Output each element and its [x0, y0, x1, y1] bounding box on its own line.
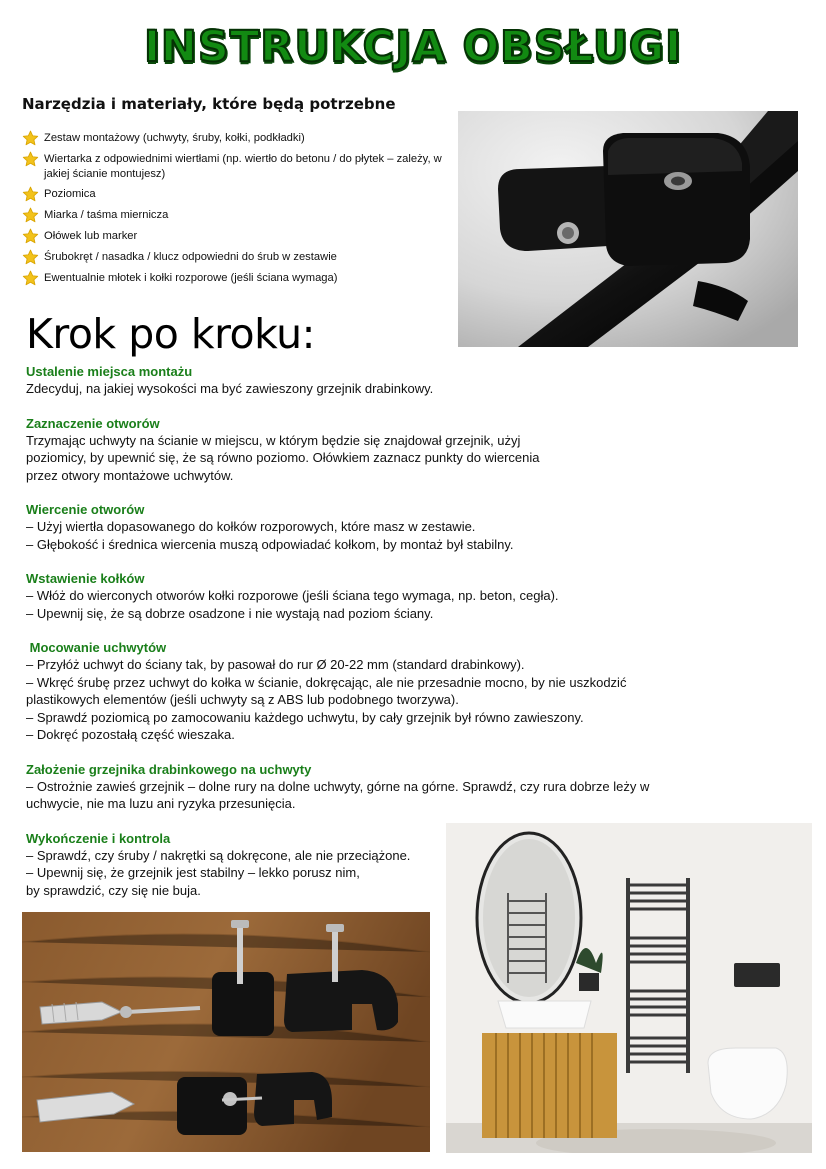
tool-text: Ewentualnie młotek i kołki rozporowe (jeśli ściana wymaga) — [44, 272, 338, 284]
step-body: – Przyłóż uchwyt do ściany tak, by pasował do rur Ø 20-22 mm (standard drabinkowy). – Wkręć śrubę przez uchwyt do kołka w ścianie, dokręcając, ale nie przesadnie mocno, by nie uszkodzić plastikowych elementów (jeśli uchwyty są z ABS lub podobnego tworzywa). – Sprawdź poziomicą po zamocowaniu każdego uchwytu, by cały grzejnik był równo zawieszony. – Dokręć pozostałą część wieszaka. — [26, 657, 627, 742]
step-body: – Użyj wiertła dopasowanego do kołków rozporowych, które masz w zestawie. – Głębokość i średnica wiercenia muszą odpowiadać kołkom, by montaż był stabilny. — [26, 519, 514, 552]
step — [26, 502, 716, 553]
step-body: Zdecyduj, na jakiej wysokości ma być zawieszony grzejnik drabinkowy. — [26, 381, 434, 396]
mounting-kit-photo — [22, 912, 430, 1152]
tool-text: Poziomica — [44, 188, 96, 200]
step-body: Trzymając uchwyty na ścianie w miejscu, w którym będzie się znajdował grzejnik, użyj poziomicy, by upewnić się, że są równo poziomo. Ołówkiem zaznacz punkty do wiercenia przez otwory montażowe uchwytów. — [26, 432, 540, 483]
step-heading: Zaznaczenie otworów — [26, 415, 160, 431]
step-heading: Wykończenie i kontrola — [26, 830, 171, 846]
list-item — [22, 152, 442, 182]
tool-text: Miarka / taśma miernicza — [44, 209, 169, 221]
step-heading: Założenie grzejnika drabinkowego na uchwyty — [26, 761, 312, 777]
star-icon — [22, 130, 39, 147]
list-item — [22, 271, 442, 287]
step — [26, 762, 716, 813]
step-body: – Sprawdź, czy śruby / nakrętki są dokręcone, ale nie przeciążone. – Upewnij się, że grzejnik jest stabilny – lekko porusz nim, by sprawdzić, czy się nie buja. — [26, 847, 411, 898]
steps-title: Krok po kroku: — [26, 310, 315, 358]
tool-text: Zestaw montażowy (uchwyty, śruby, kołki, podkładki) — [44, 132, 305, 144]
star-icon — [22, 249, 39, 266]
tool-text: Wiertarka z odpowiednimi wiertłami (np. wiertło do betonu / do płytek – zależy, w jakiej ścianie montujesz) — [44, 153, 442, 180]
bathroom-photo — [446, 823, 812, 1153]
page-title: INSTRUKCJA OBSŁUGI — [143, 22, 683, 72]
step-heading: Mocowanie uchwytów — [26, 640, 167, 655]
step — [26, 416, 716, 485]
list-item — [22, 229, 442, 245]
star-icon — [22, 270, 39, 287]
step — [26, 571, 716, 622]
star-icon — [22, 186, 39, 203]
step-heading: Wiercenie otworów — [26, 502, 145, 517]
bracket-closeup-photo — [458, 111, 798, 347]
star-icon — [22, 207, 39, 224]
list-item — [22, 187, 442, 203]
list-item — [22, 250, 442, 266]
tool-text: Ołówek lub marker — [44, 230, 138, 242]
tool-text: Śrubokręt / nasadka / klucz odpowiedni do śrub w zestawie — [44, 251, 337, 263]
tools-heading: Narzędzia i materiały, które będą potrzebne — [22, 95, 396, 113]
step — [26, 364, 716, 398]
star-icon — [22, 228, 39, 245]
list-item — [22, 208, 442, 224]
star-icon — [22, 151, 39, 168]
tools-list — [22, 131, 442, 292]
step-body: – Ostrożnie zawieś grzejnik – dolne rury na dolne uchwyty, górne na górne. Sprawdź, czy rura dobrze leży w uchwycie, nie ma luzu ani ryzyka przesunięcia. — [26, 778, 650, 811]
list-item — [22, 131, 442, 147]
step — [26, 640, 716, 744]
step-body: – Włóż do wierconych otworów kołki rozporowe (jeśli ściana tego wymaga, np. beton, cegła). – Upewnij się, że są dobrze osadzone i nie wystają nad poziom ściany. — [26, 588, 559, 621]
step-heading: Ustalenie miejsca montażu — [26, 364, 193, 379]
step-heading: Wstawienie kołków — [26, 571, 145, 586]
